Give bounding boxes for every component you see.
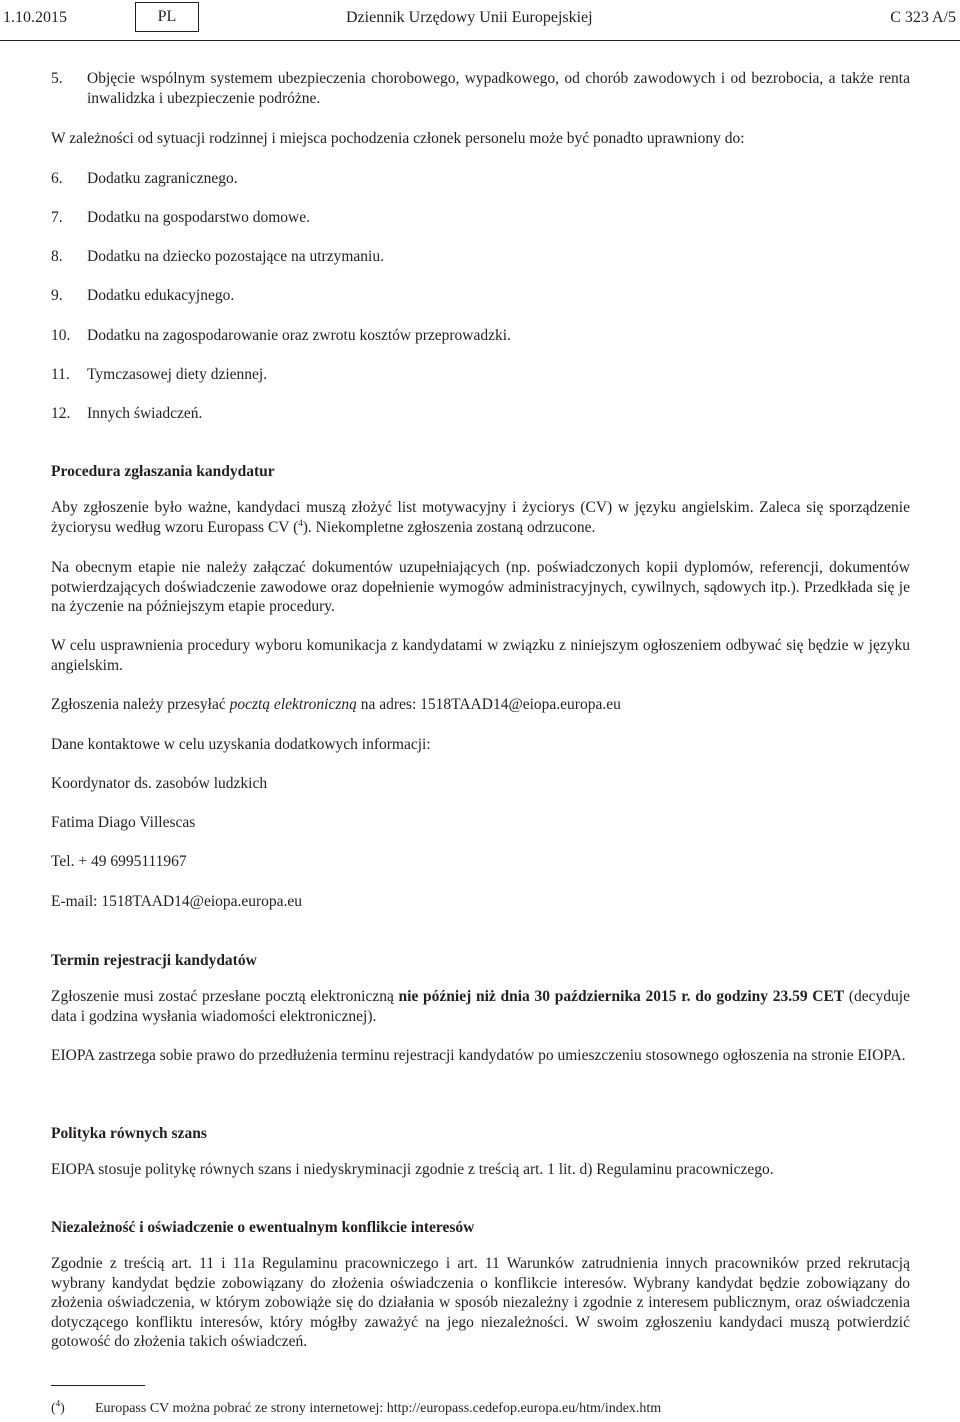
list-item-number: 11. <box>51 366 70 383</box>
procedure-paragraph-3: W celu usprawnienia procedury wyboru komunikacja z kandydatami w związku z niniejszym ogłoszeniem odbywać się będzie w języku angielskim. <box>51 637 910 674</box>
publication-date: 1.10.2015 <box>3 9 67 26</box>
section-heading-equal-opportunities: Polityka równych szans <box>51 1125 207 1142</box>
journal-title: Dziennik Urzędowy Unii Europejskiej <box>346 9 593 26</box>
list-item-number: 5. <box>51 70 63 87</box>
paragraph-text: na adres: 1518TAAD14@eiopa.europa.eu <box>356 696 621 713</box>
emphasis-text: pocztą elektroniczną <box>229 696 357 713</box>
list-item-text: Dodatku na zagospodarowanie oraz zwrotu kosztów przeprowadzki. <box>87 327 511 344</box>
contact-name: Fatima Diago Villescas <box>51 814 196 831</box>
procedure-paragraph-4 <box>51 695 910 715</box>
procedure-paragraph-1 <box>51 498 910 537</box>
footnote-marker: ($^4$) <box>51 1398 65 1416</box>
procedure-paragraph-2: Na obecnym etapie nie należy załączać dokumentów uzupełniających (np. poświadczonych kopii dyplomów, referencji, dokumentów potwierdzających doświadczenie zawodowe oraz dopełnienie wymogów administracyjnych, cywilnych, sądowych itp.). Przedkłada się je na życzenie na późniejszym etapie procedury. <box>51 559 910 615</box>
footnote <box>51 1398 662 1419</box>
deadline-paragraph-1 <box>51 987 910 1026</box>
footnote-text: Europass CV można pobrać ze strony internetowej: http://europass.cedefop.europa.eu/htm/index.htm <box>95 1401 662 1416</box>
contact-email: E-mail: 1518TAAD14@eiopa.europa.eu <box>51 893 303 910</box>
entitlement-intro: W zależności od sytuacji rodzinnej i miejsca pochodzenia członek personelu może być ponadto uprawniony do: <box>51 130 745 147</box>
list-item-number: 8. <box>51 248 63 265</box>
footnote-reference: 4 <box>298 517 303 528</box>
contact-intro: Dane kontaktowe w celu uzyskania dodatkowych informacji: <box>51 736 431 753</box>
section-heading-deadline: Termin rejestracji kandydatów <box>51 952 257 969</box>
paragraph-text: (decyduje data i godzina wysłania wiadomości elektronicznej). <box>51 988 910 1025</box>
journal-reference: C 323 A/5 <box>890 9 956 26</box>
list-item-text: Objęcie wspólnym systemem ubezpieczenia chorobowego, wypadkowego, od chorób zawodowych i od bezrobocia, a także renta inwalidzka i ubezpieczenie podróżne. <box>87 70 910 107</box>
list-item <box>51 404 910 424</box>
list-item-number: 10. <box>51 327 71 344</box>
deadline-paragraph-2: EIOPA zastrzega sobie prawo do przedłużenia terminu rejestracji kandydatów po umieszczeniu stosownego ogłoszenia na stronie EIOPA. <box>51 1047 906 1064</box>
independence-paragraph: Zgodnie z treścią art. 11 i 11a Regulaminu pracowniczego i art. 11 Warunków zatrudnienia innych pracowników przed rekrutacją wybrany kandydat będzie zobowiązany do złożenia oświadczenia o konflikcie interesów. Wybrany kandydat będzie zobowiązany do złożenia oświadczenia, w którym zobowiąże się do działania w sposób niezależny i zgodnie z interesem publicznym, oraz oświadczenia dotyczącego konfliktu interesów, który mógłby zaważyć na jego niezależności. W swoim zgłoszeniu kandydaci muszą potwierdzić gotowość do złożenia takich oświadczeń. <box>51 1255 910 1350</box>
list-item-number: 7. <box>51 209 63 226</box>
list-item <box>51 247 910 267</box>
list-item <box>51 365 910 385</box>
header-rule <box>0 40 960 41</box>
list-item-text: Dodatku na gospodarstwo domowe. <box>87 209 310 226</box>
equal-opportunities-paragraph: EIOPA stosuje politykę równych szans i niedyskryminacji zgodnie z treścią art. 1 lit. d) Regulaminu pracowniczego. <box>51 1161 774 1178</box>
list-item <box>51 169 910 189</box>
list-item <box>51 208 910 228</box>
paragraph-text: Zgłoszenia należy przesyłać <box>51 696 230 713</box>
list-item-text: Dodatku zagranicznego. <box>87 170 238 187</box>
list-item-number: 12. <box>51 405 71 422</box>
list-item-text: Innych świadczeń. <box>87 405 203 422</box>
list-item-number: 6. <box>51 170 63 187</box>
list-item-text: Tymczasowej diety dziennej. <box>87 366 268 383</box>
list-item-number: 9. <box>51 287 63 304</box>
section-heading-independence: Niezależność i oświadczenie o ewentualnym konflikcie interesów <box>51 1219 475 1236</box>
footnote-rule <box>51 1385 145 1386</box>
contact-role: Koordynator ds. zasobów ludzkich <box>51 775 268 792</box>
paragraph-text: Aby zgłoszenie było ważne, kandydaci muszą złożyć list motywacyjny i życiorys (CV) w języku angielskim. Zaleca się sporządzenie życiorysu według wzoru Europass CV ( <box>51 499 910 536</box>
list-item-text: Dodatku na dziecko pozostające na utrzymaniu. <box>87 248 384 265</box>
paragraph-text: Zgłoszenie musi zostać przesłane pocztą elektroniczną <box>51 988 399 1005</box>
deadline-date: nie później niż dnia 30 października 2015 r. do godziny 23.59 CET <box>398 988 845 1005</box>
language-badge: PL <box>135 2 199 32</box>
list-item <box>51 326 910 346</box>
list-item-5 <box>51 69 910 108</box>
section-heading-procedure: Procedura zgłaszania kandydatur <box>51 463 275 480</box>
list-item-text: Dodatku edukacyjnego. <box>87 287 235 304</box>
contact-phone: Tel. + 49 6995111967 <box>51 853 187 870</box>
list-item <box>51 286 910 306</box>
paragraph-text: ). Niekompletne zgłoszenia zostaną odrzucone. <box>302 518 596 536</box>
